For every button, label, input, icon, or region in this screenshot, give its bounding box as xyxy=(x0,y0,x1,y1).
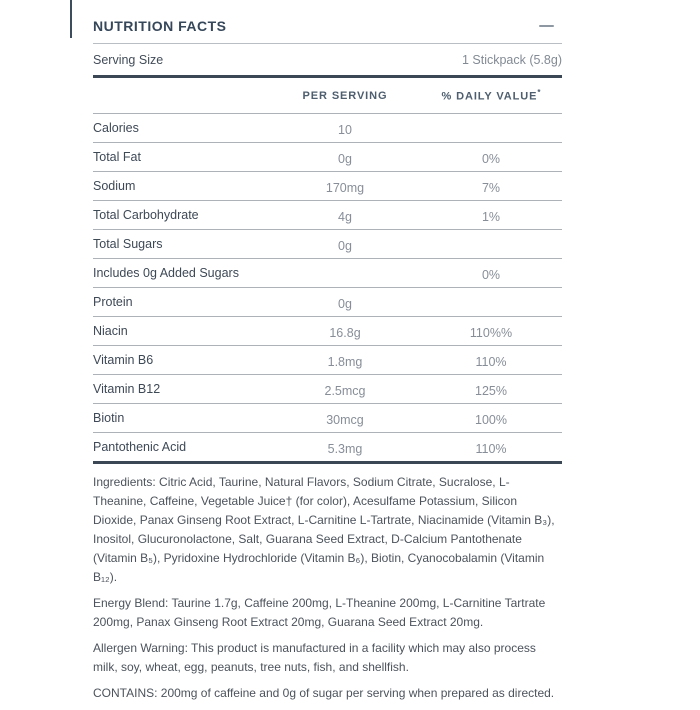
row-per-serving-value: 1.8mg xyxy=(327,355,363,369)
table-row xyxy=(93,433,562,461)
row-per-serving-value: 2.5mcg xyxy=(324,384,366,398)
table-row xyxy=(93,143,562,172)
row-daily-value: 0% xyxy=(481,268,501,282)
row-label: Protein xyxy=(93,295,133,309)
serving-size-value: 1 Stickpack (5.8g) xyxy=(461,52,562,67)
nutrition-table xyxy=(93,78,562,461)
row-daily-value: 1% xyxy=(481,210,501,224)
panel-left-border xyxy=(70,0,72,38)
panel-header xyxy=(93,0,562,44)
table-row xyxy=(93,317,562,346)
column-header-daily-value xyxy=(420,88,562,103)
daily-value-header-text: % DAILY VALUE xyxy=(441,90,538,103)
row-label: Vitamin B6 xyxy=(93,353,154,367)
row-label: Total Sugars xyxy=(93,237,163,251)
row-per-serving-value: 0g xyxy=(338,297,352,311)
table-row xyxy=(93,230,562,259)
row-daily-value: 110% xyxy=(475,442,507,456)
supplement-text xyxy=(93,473,562,703)
row-label: Total Fat xyxy=(93,150,141,164)
row-daily-value: 7% xyxy=(481,181,501,195)
row-label: Calories xyxy=(93,121,139,135)
row-per-serving-value: 16.8g xyxy=(329,326,361,340)
row-label: Biotin xyxy=(93,411,125,425)
contains-paragraph: CONTAINS: 200mg of caffeine and 0g of sugar per serving when prepared as directed. xyxy=(93,686,555,700)
row-per-serving-value: 4g xyxy=(338,210,352,224)
table-row xyxy=(93,259,562,288)
row-daily-value: 100% xyxy=(475,413,507,427)
row-per-serving-value: 10 xyxy=(338,123,352,137)
row-per-serving-value: 30mcg xyxy=(326,413,364,427)
ingredients-paragraph: Ingredients: Citric Acid, Taurine, Natural Flavors, Sodium Citrate, Sucralose, L-Theanine, Caffeine, Vegetable Juice† (for color), Acesulfame Potassium, Silicon Dioxide, Panax Ginseng Root Extract, L-Carnitine L-Tartrate, Niacinamide (Vitamin B₃), Inositol, Glucuronolactone, Salt, Guarana Seed Extract, D-Calcium Pantothenate (Vitamin B₅), Pyridoxine Hydrochloride (Vitamin B₆), Biotin, Cyanocobalamin (Vitamin B₁₂). xyxy=(93,475,555,584)
row-per-serving-value: 5.3mg xyxy=(327,442,363,456)
row-daily-value: 125% xyxy=(475,384,507,398)
row-label: Pantothenic Acid xyxy=(93,440,187,454)
allergen-warning-paragraph: Allergen Warning: This product is manufactured in a facility which may also process milk, soy, wheat, egg, peanuts, tree nuts, fish, and shellfish. xyxy=(93,641,536,674)
row-per-serving-value: 0g xyxy=(338,152,352,166)
row-label: Sodium xyxy=(93,179,136,193)
table-rows xyxy=(93,114,562,461)
row-daily-value: 110% xyxy=(475,355,507,369)
table-row xyxy=(93,375,562,404)
row-daily-value: 0% xyxy=(481,152,501,166)
row-label: Niacin xyxy=(93,324,128,338)
table-column-headers xyxy=(93,78,562,114)
energy-blend-paragraph: Energy Blend: Taurine 1.7g, Caffeine 200mg, L-Theanine 200mg, L-Carnitine Tartrate 200mg, Panax Ginseng Root Extract 20mg, Guarana Seed Extract 20mg. xyxy=(93,596,546,629)
table-row xyxy=(93,172,562,201)
daily-value-asterisk: * xyxy=(537,88,541,98)
panel-title: NUTRITION FACTS xyxy=(93,17,227,34)
table-row xyxy=(93,404,562,433)
table-row xyxy=(93,288,562,317)
table-row xyxy=(93,114,562,143)
serving-size-label: Serving Size xyxy=(93,52,164,67)
collapse-button[interactable] xyxy=(537,23,556,29)
minus-icon xyxy=(539,25,554,27)
table-row xyxy=(93,346,562,375)
table-row xyxy=(93,201,562,230)
thick-divider-bottom xyxy=(93,461,562,464)
row-per-serving-value: 170mg xyxy=(325,181,365,195)
row-label: Includes 0g Added Sugars xyxy=(93,266,239,280)
row-daily-value: 110%% xyxy=(469,326,513,340)
nutrition-facts-panel xyxy=(93,0,562,710)
row-label: Vitamin B12 xyxy=(93,382,161,396)
row-per-serving-value: 0g xyxy=(338,239,352,253)
serving-size-row xyxy=(93,44,562,75)
column-header-per-serving: PER SERVING xyxy=(302,89,388,102)
row-label: Total Carbohydrate xyxy=(93,208,199,222)
